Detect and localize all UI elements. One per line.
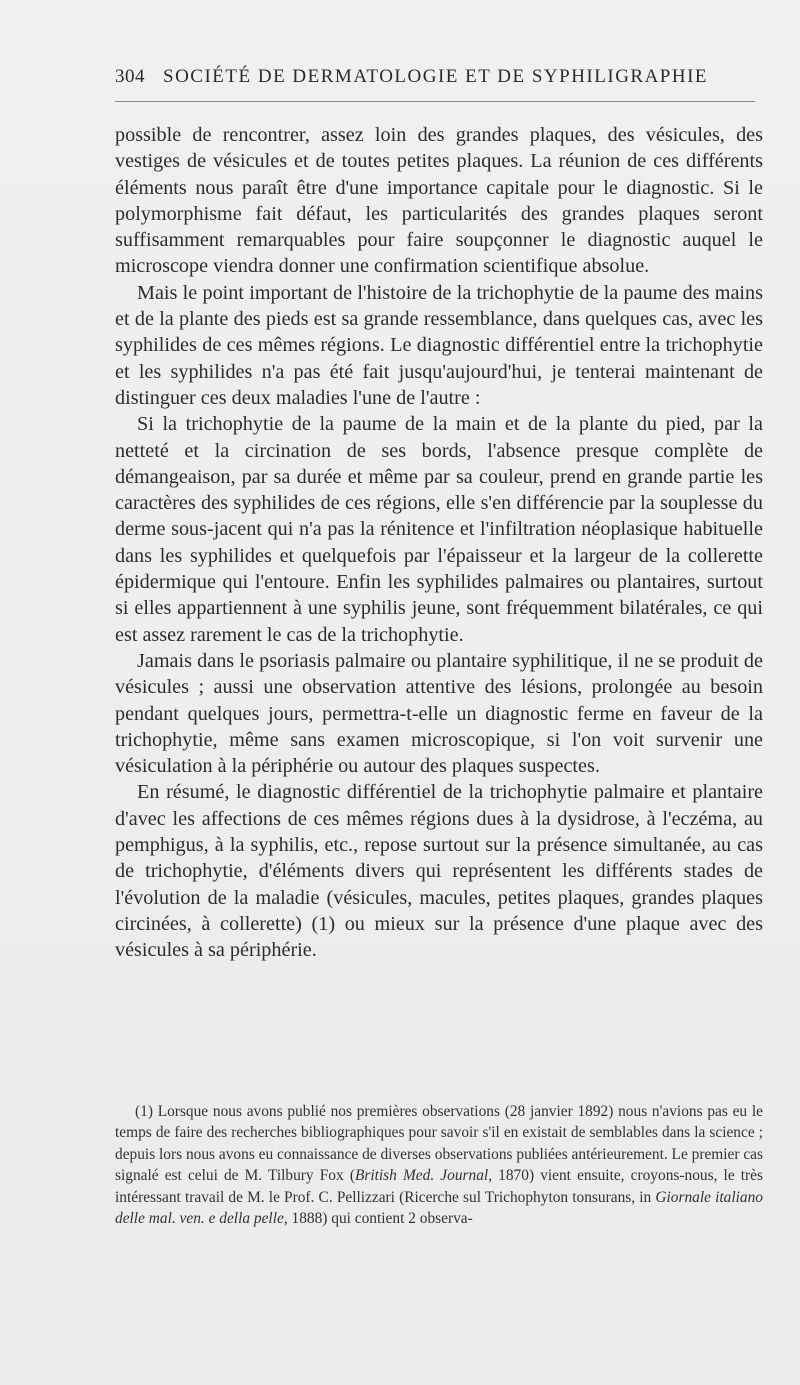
paragraph-3: Si la trichophytie de la paume de la main et de la plante du pied, par la netteté et la circination de ses bords, l'absence presque complète de démangeaison, par sa durée et même par sa couleur, prend en grande partie les caractères des syphilides de ces régions, elle s'en différencie par la souplesse du derme sous-jacent qui n'a pas la rénitence et l'infiltration néoplasique habituelle dans les syphilides et quelquefois par l'épaisseur et la largeur de la collerette épidermique qui l'entoure. Enfin les syphilides palmaires ou plantaires, surtout si elles appartiennent à une syphilis jeune, sont fréquemment bilatérales, ce qui est assez rarement le cas de la trichophytie. [115,413,763,646]
header-rule [115,101,755,102]
footnote-journal-1: British Med. Journal [354,1167,489,1185]
paragraph-2: Mais le point important de l'histoire de la trichophytie de la paume des mains et de la plante des pieds est sa grande ressemblance, dans quelques cas, avec les syphilides de ces mêmes régions. Le diagnostic différentiel entre la trichophytie et les syphilides n'a pas été fait jusqu'aujourd'hui, je tenterai maintenant de distinguer ces deux maladies l'une de l'autre : [115,281,763,409]
footnote-journal-2: Giornale italiano delle mal. ven. e della pelle [115,1188,764,1228]
footnote-text-3: , 1888) qui contient 2 observa- [283,1210,473,1228]
paragraph-4: Jamais dans le psoriasis palmaire ou plantaire syphilitique, il ne se produit de vésicules ; aussi une observation attentive des lésions, prolongée au besoin pendant quelques jours, permettra-t-elle un diagnostic ferme en faveur de la trichophytie, même sans examen microscopique, si l'on voit survenir une vésiculation à la périphérie ou autour des plaques suspectes. [115,649,763,778]
running-header [115,66,755,88]
footnote-1 [115,1101,763,1229]
footnote-text-2: , 1870) vient ensuite, croyons-nous, le très intéressant travail de M. le Prof. C. Pellizzari (Ricerche sul Trichophyton tonsurans, in [115,1167,764,1206]
footnote-text-1: (1) Lorsque nous avons publié nos premières observations (28 janvier 1892) nous n'avions pas eu le temps de faire des recherches bibliographiques pour savoir s'il en existait de semblables dans la science ; depuis lors nous avons eu connaissance de diverses observations publiées antérieurement. Le premier cas signalé est celui de M. Tilbury Fox ( [115,1103,763,1185]
paragraph-5: En résumé, le diagnostic différentiel de la trichophytie palmaire et plantaire d'avec les affections de ces mêmes régions dues à la dysidrose, à l'eczéma, au pemphigus, à la syphilis, etc., repose surtout sur la présence simultanée, au cas de trichophytie, d'éléments divers qui représentent les différents stades de l'évolution de la maladie (vésicules, macules, petites plaques, grandes plaques circinées, à collerette) (1) ou mieux sur la présence d'une plaque avec des vésicules à sa périphérie. [115,781,763,962]
paragraph-1: possible de rencontrer, assez loin des grandes plaques, des vésicules, des vestiges de vésicules et de toutes petites plaques. La réunion de ces différents éléments nous paraît être d'une importance capitale pour le diagnostic. Si le polymorphisme fait défaut, les particularités des grandes plaques seront suffisamment remarquables pour faire soupçonner le diagnostic auquel le microscope viendra donner une confirmation scientifique absolue. [115,124,763,278]
page-number: 304 [115,66,145,87]
body-text [115,122,763,964]
footnotes [115,1101,763,1229]
running-title: SOCIÉTÉ DE DERMATOLOGIE ET DE SYPHILIGRAPHIE [163,66,709,87]
